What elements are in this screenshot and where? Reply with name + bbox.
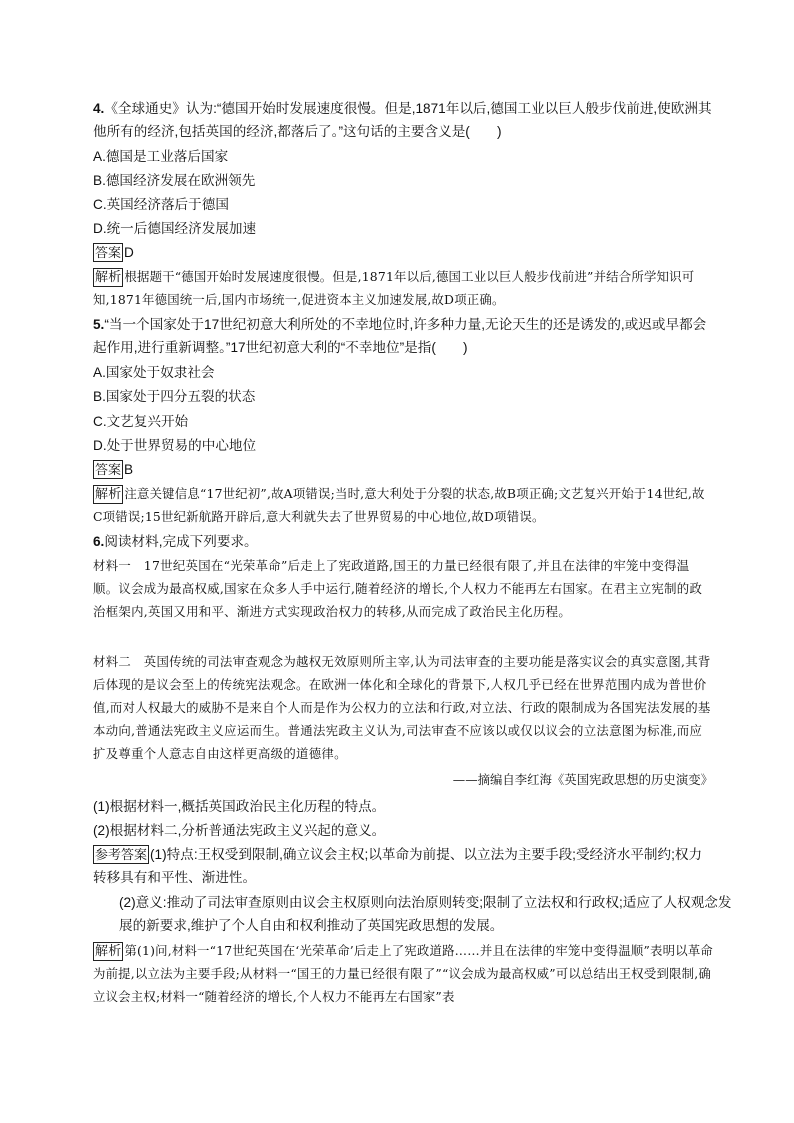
q6-stem-text: 阅读材料,完成下列要求。	[104, 534, 258, 549]
q6-reference-answer-2: (2)意义:推动了司法审查原则由议会主权原则向法治原则转变;限制了立法权和行政权;适应了人权观念发展的新要求,维护了个人自由和权利推动了英国宪政思想的发展。	[119, 895, 732, 933]
q4-answer	[93, 242, 713, 264]
q6-source: ——摘编自李红海《英国宪政思想的历史演变》	[452, 772, 713, 787]
q5-stem-text: “当一个国家处于17世纪初意大利所处的不幸地位时,许多种力量,无论天生的还是诱发的,或迟或早都会起作用,进行重新调整。”17世纪初意大利的“不幸地位”是指( )	[93, 317, 707, 355]
q4-stem	[93, 97, 713, 143]
q6-material-2: 材料二 英国传统的司法审查观念为越权无效原则所主宰,认为司法审查的主要功能是落实议会的真实意图,其背后体现的是议会至上的传统宪法观念。在欧洲一体化和全球化的背景下,人权几乎已经在世界范围内成为普世价值,而对人权最大的威胁不是来自个人而是作为公权力的立法和行政,对立法、行政的限制成为各国宪法发展的基本动向,普通法宪政主义应运而生。普通法宪政主义认为,司法审查不应该以或仅以议会的立法意图为标准,而应扩及尊重个人意志自由这样更高级的道德律。	[93, 654, 711, 761]
q4-analysis	[93, 265, 713, 311]
reference-answer-label: 参考答案	[95, 847, 148, 862]
q5-analysis-text: 注意关键信息“17世纪初”,故A项错误;当时,意大利处于分裂的状态,故B项正确;文艺复兴开始于14世纪,故C项错误;15世纪新航路开辟后,意大利就失去了世界贸易的中心地位,故D项错误。	[93, 486, 705, 524]
analysis-label: 解析	[95, 944, 122, 959]
q6-number: 6.	[93, 534, 105, 549]
q5-stem	[93, 313, 713, 359]
q5-number: 5.	[93, 317, 105, 332]
answer-label: 答案	[95, 245, 122, 260]
q4-answer-value: D	[124, 245, 134, 260]
q6-stem	[93, 530, 713, 553]
q6-reference-answer-1-text: (1)特点:王权受到限制,确立议会主权;以革命为前提、以立法为主要手段;受经济水平制约;权力转移具有和平性、渐进性。	[93, 847, 703, 885]
q4-option-c: C.英国经济落后于德国	[93, 197, 229, 212]
q6-requirement-2: (2)根据材料二,分析普通法宪政主义兴起的意义。	[93, 823, 386, 838]
q6-requirement-1: (1)根据材料一,概括英国政治民主化历程的特点。	[93, 799, 386, 814]
q4-number: 4.	[93, 101, 105, 116]
q6-analysis	[93, 939, 713, 1008]
answer-label: 答案	[95, 462, 122, 477]
q4-analysis-text: 根据题干“德国开始时发展速度很慢。但是,1871年以后,德国工业以巨人般步伐前进”并结合所学知识可知,1871年德国统一后,国内市场统一,促进资本主义加速发展,故D项正确。	[93, 269, 695, 307]
analysis-label: 解析	[95, 270, 122, 285]
q4-stem-text: 《全球通史》认为:“德国开始时发展速度很慢。但是,1871年以后,德国工业以巨人般步伐前进,使欧洲其他所有的经济,包括英国的经济,都落后了。”这句话的主要含义是( )	[93, 101, 712, 139]
q4-option-b: B.德国经济发展在欧洲领先	[93, 173, 256, 188]
q5-answer	[93, 459, 713, 481]
q6-material-1: 材料一 17世纪英国在“光荣革命”后走上了宪政道路,国王的力量已经很有限了,并且在法律的牢笼中变得温顺。议会成为最高权威,国家在众多人手中运行,随着经济的增长,个人权力不能再左右国家。在君主立宪制的政治框架内,英国又用和平、渐进方式实现政治权力的转移,从而完成了政治民主化历程。	[93, 558, 703, 619]
q6-analysis-text: 第(1)问,材料一“17世纪英国在‘光荣革命’后走上了宪政道路……并且在法律的牢笼中变得温顺”表明以革命为前提,以立法为主要手段;从材料一“国王的力量已经很有限了”“议会成为最高权威”可以总结出王权受到限制,确立议会主权;材料一“随着经济的增长,个人权力不能再左右国家”表	[93, 943, 714, 1004]
q6-reference-answer-1	[93, 843, 713, 889]
q5-option-b: B.国家处于四分五裂的状态	[93, 389, 256, 404]
q5-option-d: D.处于世界贸易的中心地位	[93, 438, 257, 453]
q5-option-c: C.文艺复兴开始	[93, 414, 189, 429]
q5-analysis	[93, 482, 713, 528]
q5-option-a: A.国家处于奴隶社会	[93, 365, 215, 380]
q4-option-a: A.德国是工业落后国家	[93, 149, 229, 164]
q5-answer-value: B	[124, 462, 134, 477]
analysis-label: 解析	[95, 487, 122, 502]
q4-option-d: D.统一后德国经济发展加速	[93, 221, 257, 236]
